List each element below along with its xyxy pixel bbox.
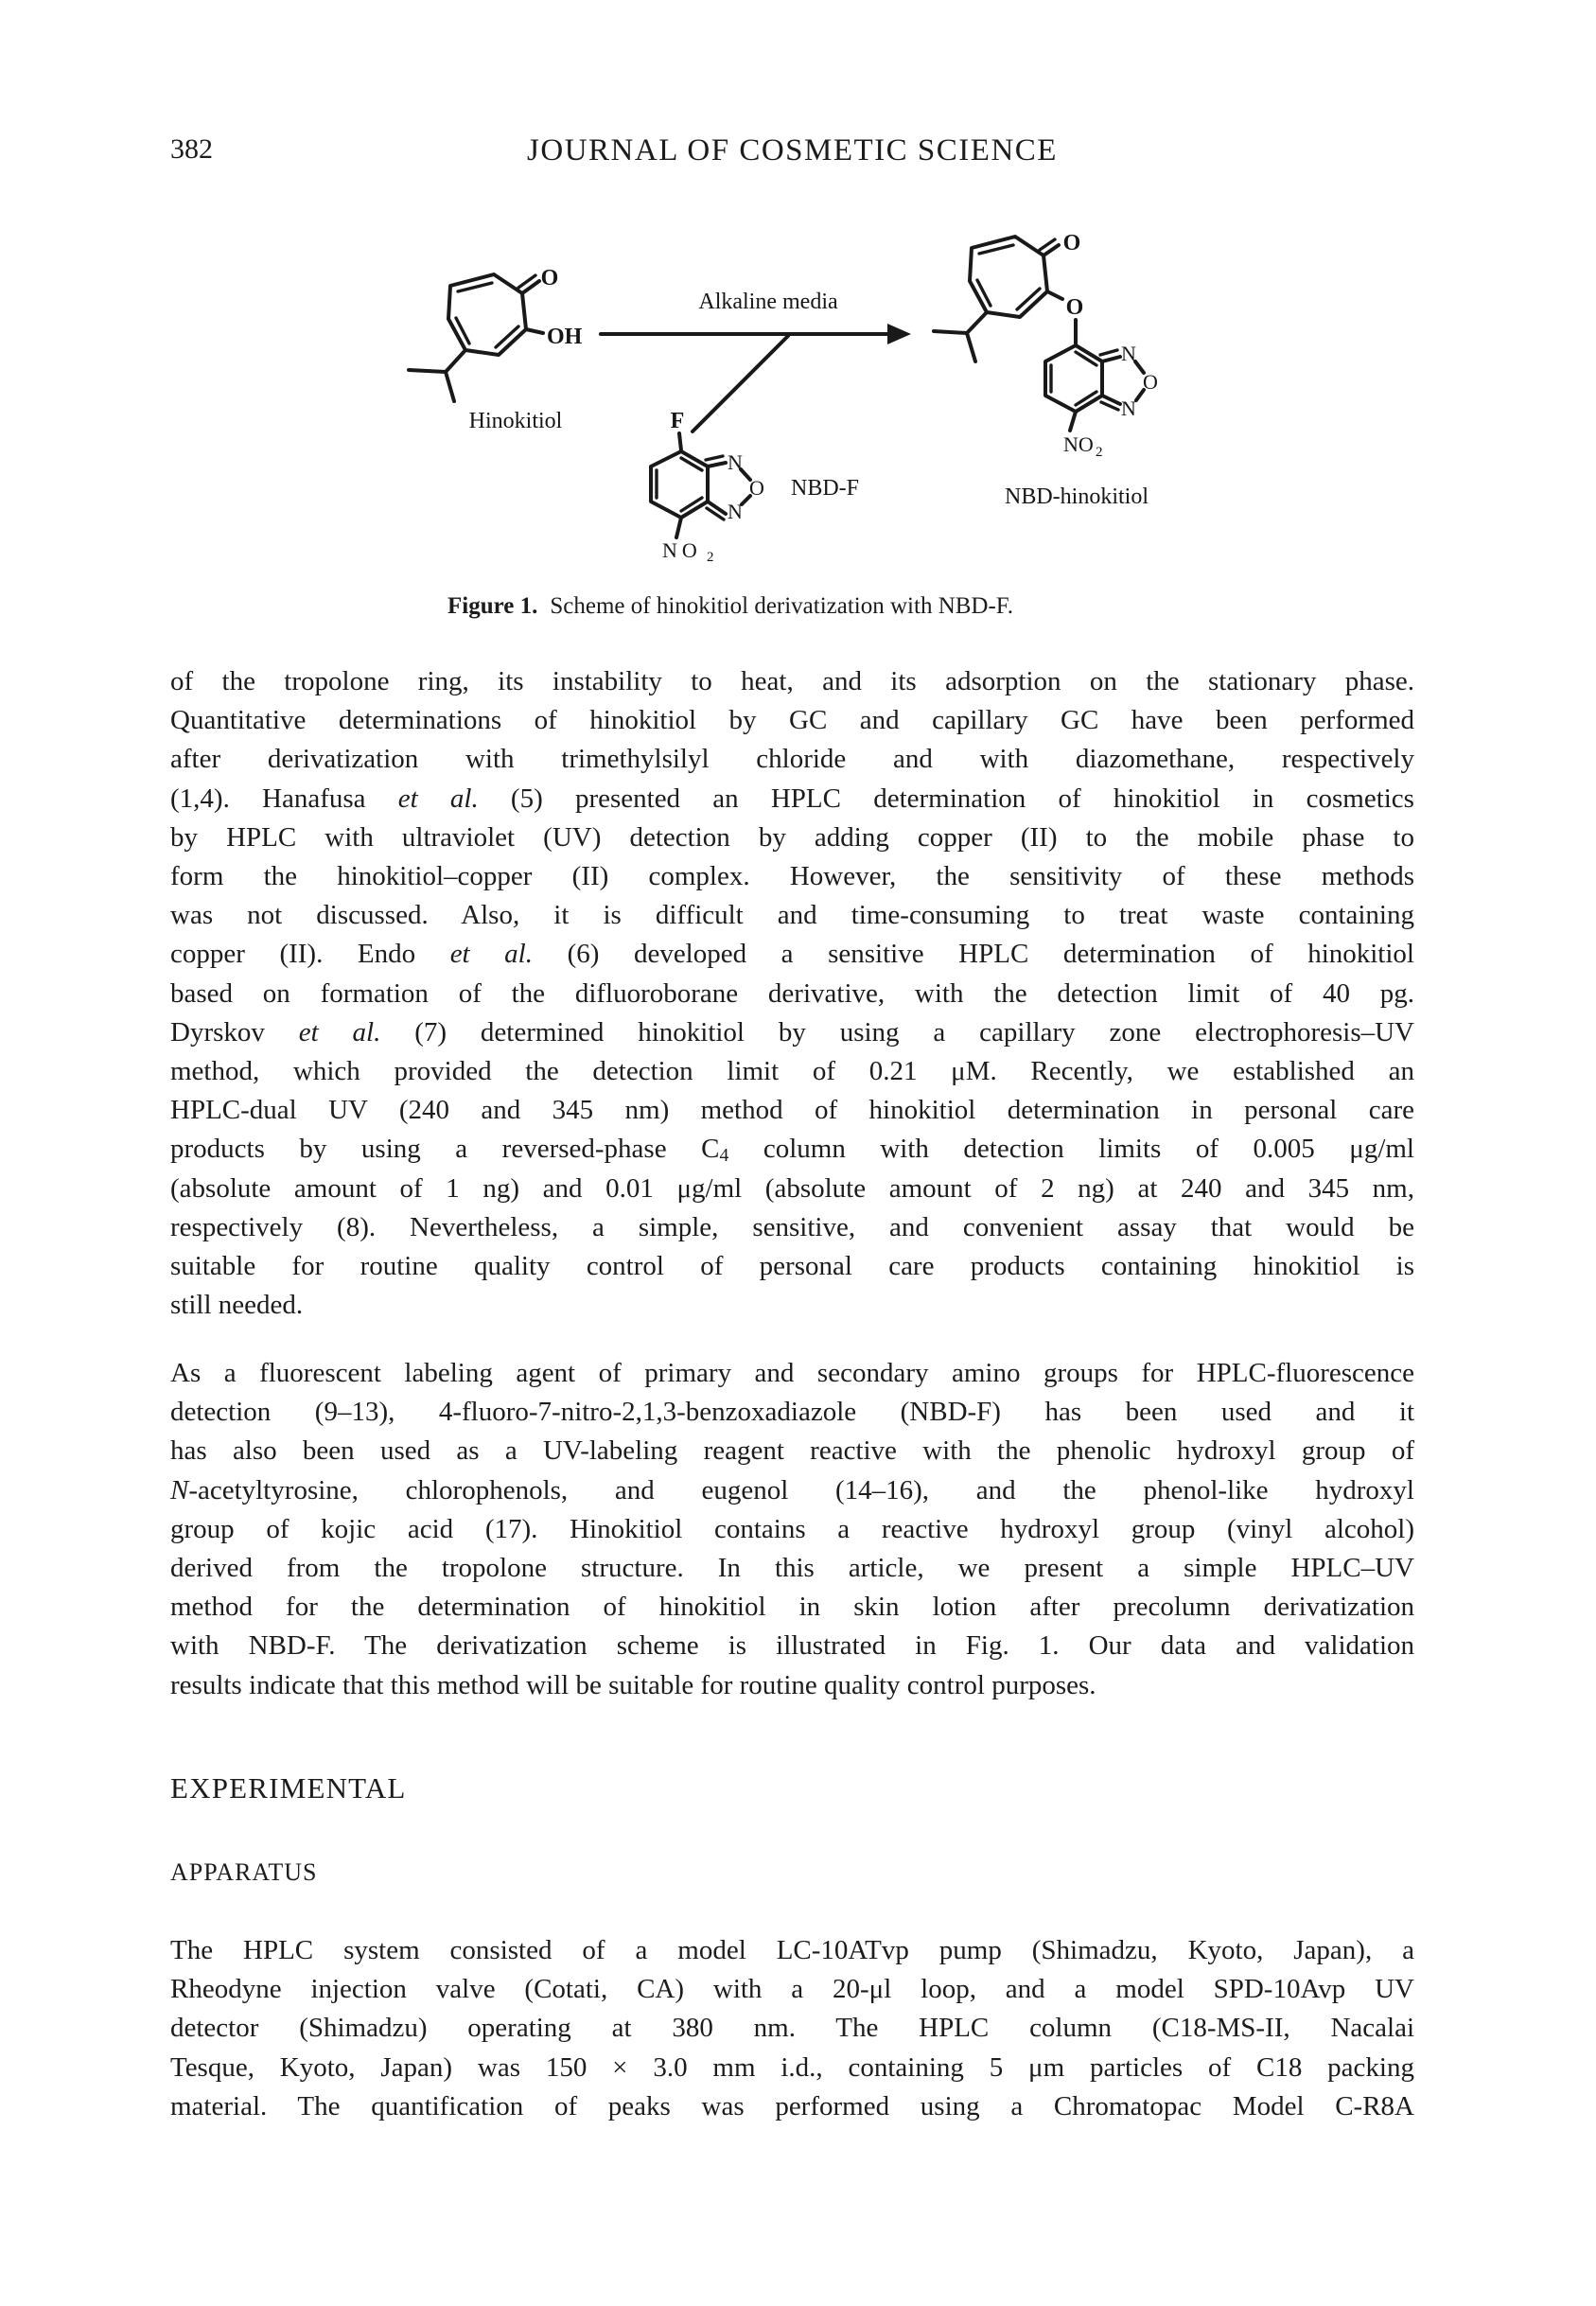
nbd-hinokitiol-label: NBD-hinokitiol [1004, 484, 1149, 509]
oxygen-label: O [749, 476, 764, 500]
arrowhead [887, 324, 911, 344]
page-number: 382 [170, 133, 213, 165]
nbdf-structure [651, 409, 859, 565]
text-line: based on formation of the difluoroborane derivative, with the detection limit of 40 pg. [170, 977, 1414, 1009]
nitro-group-label: NO [1063, 432, 1094, 456]
nitrogen-label: N [728, 500, 743, 523]
reaction-arrow [601, 290, 911, 431]
text-line: results indicate that this method will be suitable for routine quality control purposes. [170, 1669, 1096, 1700]
section-heading-experimental: EXPERIMENTAL [170, 1771, 407, 1804]
text-line: HPLC-dual UV (240 and 345 nm) method of hinokitiol determination in personal care [170, 1095, 1414, 1126]
text-line: still needed. [170, 1290, 304, 1321]
oxygen-label: O [1143, 370, 1158, 394]
figure-1-scheme [0, 0, 1596, 662]
text-line: copper (II). Endo et al. (6) developed a sensitive HPLC determination of hinokitiol [170, 939, 1414, 970]
ether-o-label: O [1065, 295, 1084, 320]
nitro-subscript: 2 [1096, 445, 1103, 460]
nitrogen-label: N [728, 450, 743, 474]
nbd-hinokitiol-structure [934, 231, 1158, 509]
hydroxyl-label: OH [547, 325, 583, 349]
text-line: material. The quantification of peaks was performed using a Chromatopac Model C-R8A [170, 2090, 1414, 2121]
text-line: As a fluorescent labeling agent of primary and secondary amino groups for HPLC-fluorescence [170, 1358, 1414, 1388]
text-line: (1,4). Hanafusa et al. (5) presented an HPLC determination of hinokitiol in cosmetics [170, 783, 1414, 814]
carbonyl-o-label: O [1062, 231, 1081, 255]
text-line: was not discussed. Also, it is difficult and time-consuming to treat waste containing [170, 900, 1414, 931]
text-line: method, which provided the detection limit of 0.21 μM. Recently, we established an [170, 1056, 1414, 1087]
text-line: form the hinokitiol–copper (II) complex. However, the sensitivity of these methods [170, 861, 1414, 892]
figure-caption [447, 593, 1013, 620]
hinokitiol-label: Hinokitiol [468, 409, 563, 433]
text-line: detector (Shimadzu) operating at 380 nm. The HPLC column (C18-MS-II, Nacalai [170, 2013, 1414, 2044]
text-line: N-acetyltyrosine, chlorophenols, and eugenol (14–16), and the phenol-like hydroxyl [170, 1474, 1414, 1505]
text-line: Quantitative determinations of hinokitiol by GC and capillary GC have been performed [170, 705, 1414, 736]
body-paragraph-3 [170, 1931, 1414, 2126]
text-line: of the tropolone ring, its instability to heat, and its adsorption on the stationary phase. [170, 666, 1414, 696]
nitro-group-label: NO [662, 538, 702, 562]
text-line: Dyrskov et al. (7) determined hinokitiol by using a capillary zone electrophoresis–UV [170, 1016, 1414, 1047]
text-line: (absolute amount of 1 ng) and 0.01 μg/ml (absolute amount of 2 ng) at 240 and 345 nm, [170, 1172, 1414, 1204]
nitrogen-label: N [1121, 342, 1136, 365]
text-line: Tesque, Kyoto, Japan) was 150 × 3.0 mm i.d., containing 5 μm particles of C18 packing [170, 2051, 1414, 2083]
body-paragraph-1 [170, 662, 1414, 1325]
figure-caption-text: Scheme of hinokitiol derivatization with NBD-F. [550, 593, 1013, 619]
text-line: after derivatization with trimethylsilyl chloride and with diazomethane, respectively [170, 744, 1414, 775]
text-line: respectively (8). Nevertheless, a simple, sensitive, and convenient assay that would be [170, 1211, 1414, 1242]
body-paragraph-2 [170, 1354, 1414, 1705]
subsection-heading-apparatus: APPARATUS [170, 1858, 318, 1886]
text-line: has also been used as a UV-labeling reagent reactive with the phenolic hydroxyl group of [170, 1435, 1414, 1467]
text-line: products by using a reversed-phase $C_4$ column with detection limits of 0.005 μg/ml [170, 1134, 1414, 1167]
nitrogen-label: N [1121, 396, 1136, 420]
text-line: by HPLC with ultraviolet (UV) detection by adding copper (II) to the mobile phase to [170, 821, 1414, 853]
text-line: group of kojic acid (17). Hinokitiol contains a reactive hydroxyl group (vinyl alcohol) [170, 1513, 1414, 1544]
nbdf-label: NBD-F [790, 476, 860, 501]
text-line: derived from the tropolone structure. In this article, we present a simple HPLC–UV [170, 1553, 1414, 1584]
fluorine-label: F [670, 409, 685, 433]
text-line: with NBD-F. The derivatization scheme is illustrated in Fig. 1. Our data and validation [170, 1630, 1414, 1662]
text-line: suitable for routine quality control of personal care products containing hinokitiol is [170, 1251, 1414, 1282]
text-line: Rheodyne injection valve (Cotati, CA) with a 20-μl loop, and a model SPD-10Avp UV [170, 1974, 1414, 2005]
text-line: method for the determination of hinokitiol in skin lotion after precolumn derivatization [170, 1592, 1414, 1623]
text-line: The HPLC system consisted of a model LC-10ATvp pump (Shimadzu, Kyoto, Japan), a [170, 1935, 1414, 1965]
hinokitiol-structure [409, 266, 583, 433]
figure-caption-label: Figure 1. [447, 593, 538, 619]
journal-title: JOURNAL OF COSMETIC SCIENCE [527, 133, 1058, 167]
carbonyl-o-label: O [540, 266, 559, 290]
nitro-subscript: 2 [707, 550, 714, 565]
text-line: detection (9–13), 4-fluoro-7-nitro-2,1,3-benzoxadiazole (NBD-F) has been used and it [170, 1397, 1414, 1428]
alkaline-media-label: Alkaline media [698, 290, 838, 314]
